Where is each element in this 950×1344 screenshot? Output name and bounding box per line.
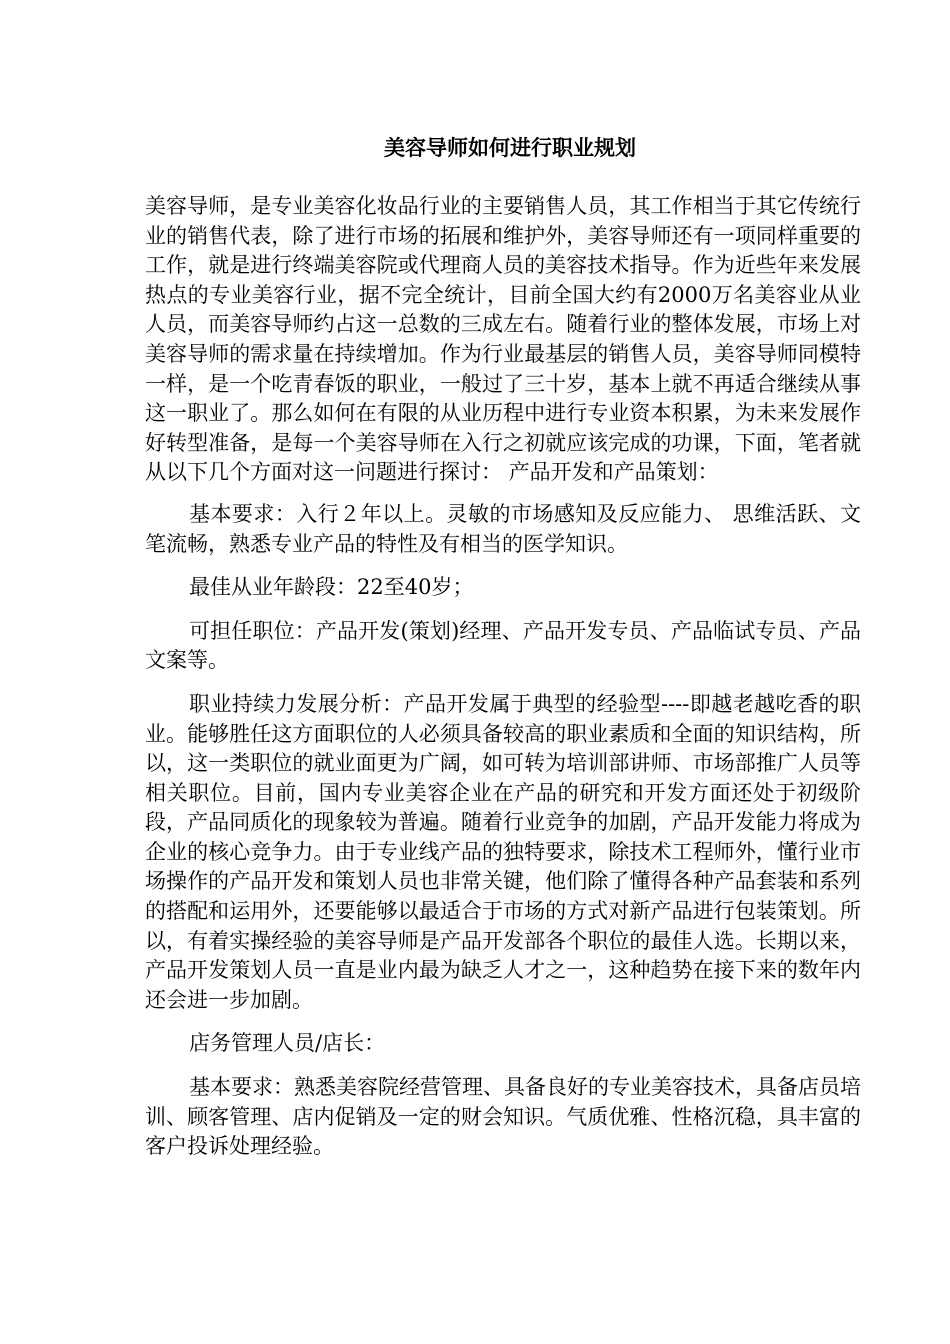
paragraph-store-manager-requirements: 基本要求：熟悉美容院经营管理、具备良好的专业美容技术，具备店员培训、顾客管理、店内促销及一定的财会知识。气质优雅、性格沉稳，具丰富的客户投诉处理经验。 bbox=[145, 1075, 861, 1159]
paragraph-career-analysis: 职业持续力发展分析：产品开发属于典型的经验型----即越老越吃香的职业。能够胜任这方面职位的人必须具备较高的职业素质和全面的知识结构，所以，这一类职位的就业面更为广阔，如可转为培训部讲师、市场部推广人员等相关职位。目前，国内专业美容企业在产品的研究和开发方面还处于初级阶段，产品同质化的现象较为普遍。随着行业竞争的加剧，产品开发能力将成为企业的核心竞争力。由于专业线产品的独特要求，除技术工程师外，懂行业市场操作的产品开发和策划人员也非常关键，他们除了懂得各种产品套装和系列的搭配和运用外，还要能够以最适合于市场的方式对新产品进行包装策划。所以，有着实操经验的美容导师是产品开发部各个职位的最佳人选。长期以来，产品开发策划人员一直是业内最为缺乏人才之一，这种趋势在接下来的数年内还会进一步加剧。 bbox=[145, 691, 861, 1012]
document-body bbox=[145, 192, 861, 1176]
paragraph-store-manager-heading: 店务管理人员/店长： bbox=[189, 1031, 386, 1056]
paragraph-intro: 美容导师，是专业美容化妆品行业的主要销售人员，其工作相当于其它传统行业的销售代表，除了进行市场的拓展和维护外，美容导师还有一项同样重要的工作，就是进行终端美容院或代理商人员的美容技术指导。作为近些年来发展热点的专业美容行业，据不完全统计，目前全国大约有2000万名美容业从业人员，而美容导师约占这一总数的三成左右。随着行业的整体发展，市场上对美容导师的需求量在持续增加。作为行业最基层的销售人员，美容导师同模特一样，是一个吃青春饭的职业，一般过了三十岁，基本上就不再适合继续从事这一职业了。那么如何在有限的从业历程中进行专业资本积累，为未来发展作好转型准备，是每一个美容导师在入行之初就应该完成的功课，下面，笔者就从以下几个方面对这一问题进行探讨： 产品开发和产品策划： bbox=[145, 194, 861, 485]
paragraph-positions: 可担任职位：产品开发(策划)经理、产品开发专员、产品临试专员、产品文案等。 bbox=[145, 618, 861, 673]
paragraph-basic-requirements: 基本要求：入行２年以上。灵敏的市场感知及反应能力、 思维活跃、文笔流畅，熟悉专业产品的特性及有相当的医学知识。 bbox=[145, 501, 861, 556]
paragraph-best-age: 最佳从业年龄段：22至40岁； bbox=[189, 575, 474, 600]
document-title: 美容导师如何进行职业规划 bbox=[384, 135, 636, 160]
